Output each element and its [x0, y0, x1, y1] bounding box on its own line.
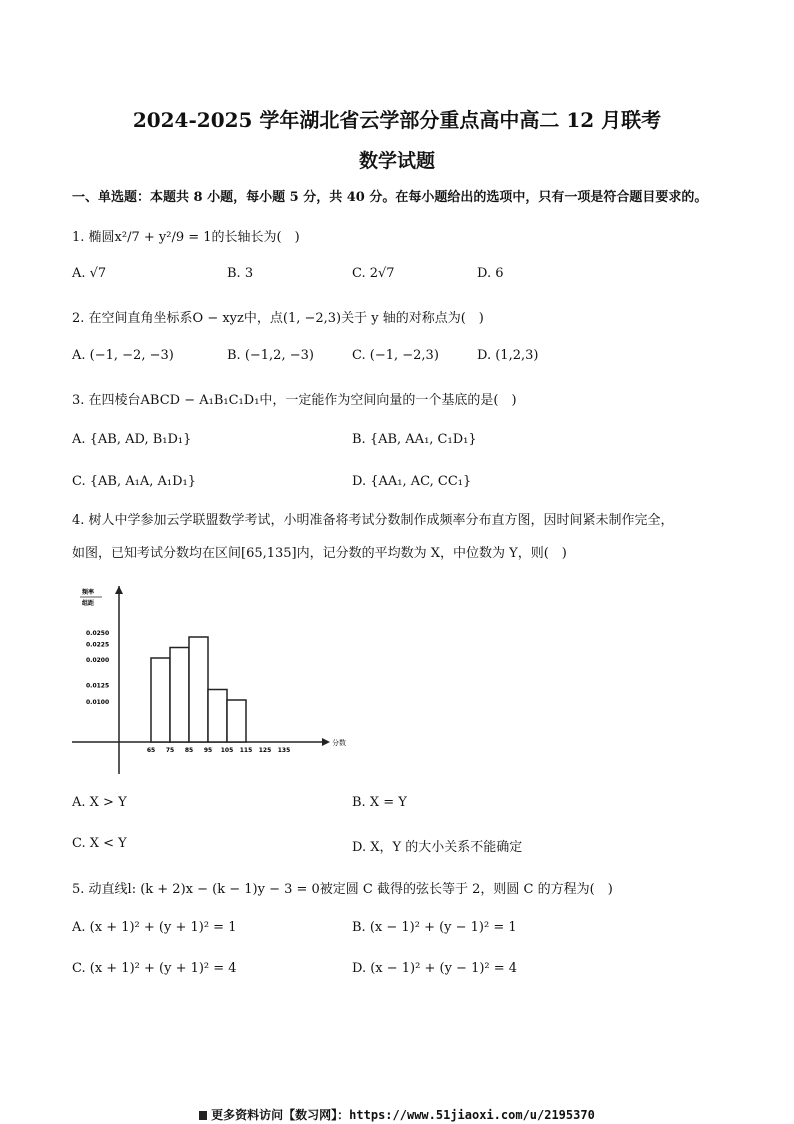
x-tick-label: 115: [239, 747, 253, 754]
question-2-option-a: A. (−1, −2, −3): [72, 348, 174, 363]
question-3-stem: 3. 在四棱台ABCD − A₁B₁C₁D₁中，一定能作为空间向量的一个基底的是( ): [72, 393, 517, 408]
question-1-option-d: D. 6: [477, 266, 504, 281]
question-3-option-d: D. {AA₁, AC, CC₁}: [352, 474, 472, 489]
x-tick-label: 125: [258, 747, 272, 754]
question-5-option-a: A. (x + 1)² + (y + 1)² = 1: [72, 920, 237, 935]
x-tick-label: 85: [184, 747, 194, 754]
y-tick-label: 0.0200: [86, 657, 110, 664]
x-tick-label: 105: [220, 747, 234, 754]
x-axis-arrow: [322, 738, 330, 746]
question-4-option-a: A. X > Y: [72, 795, 127, 810]
x-tick-label: 65: [146, 747, 156, 754]
question-1-option-c: C. 2√7: [352, 266, 395, 281]
y-tick-label: 0.0125: [86, 682, 110, 690]
question-3-option-c: C. {AB, A₁A, A₁D₁}: [72, 474, 196, 489]
page-title: 2024-2025 学年湖北省云学部分重点高中高二 12 月联考: [132, 108, 662, 132]
y-label-top: 频率: [82, 589, 95, 596]
question-3-option-b: B. {AB, AA₁, C₁D₁}: [352, 432, 477, 447]
histogram-bar: [151, 658, 170, 742]
question-5-option-c: C. (x + 1)² + (y + 1)² = 4: [72, 961, 237, 976]
question-4-stem: 4. 树人中学参加云学联盟数学考试，小明准备将考试分数制作成频率分布直方图，因时间紧未制作完全，: [72, 513, 674, 528]
section-heading: 一、单选题：本题共 8 小题，每小题 5 分，共 40 分。在每小题给出的选项中，只有一项是符合题目要求的。: [72, 190, 708, 205]
y-tick-label: 0.0225: [86, 641, 110, 649]
footer-text[interactable]: 更多资料访问【数习网】：https://www.51jiaoxi.com/u/2195370: [211, 1108, 595, 1122]
histogram-bar: [189, 637, 208, 742]
question-1-option-b: B. 3: [227, 266, 254, 281]
question-4-option-b: B. X = Y: [352, 795, 407, 810]
flag-icon: [199, 1111, 207, 1120]
question-5-option-b: B. (x − 1)² + (y − 1)² = 1: [352, 920, 517, 935]
y-tick-label: 0.0250: [86, 630, 110, 637]
question-5-option-d: D. (x − 1)² + (y − 1)² = 4: [352, 961, 518, 976]
page-subtitle: 数学试题: [358, 150, 435, 172]
histogram-bar: [227, 700, 246, 742]
question-1-option-a: A. √7: [72, 266, 107, 281]
histogram-chart: [72, 578, 362, 778]
question-1-stem: 1. 椭圆x²/7 + y²/9 = 1的长轴长为( ): [72, 230, 300, 245]
question-2-stem: 2. 在空间直角坐标系O − xyz中，点(1, −2,3)关于 y 轴的对称点为( ): [72, 311, 484, 326]
histogram-bar: [170, 648, 189, 743]
histogram-bar: [208, 690, 227, 743]
question-2-option-b: B. (−1,2, −3): [227, 348, 314, 363]
question-3-option-a: A. {AB, AD, B₁D₁}: [72, 432, 192, 447]
x-tick-label: 95: [203, 747, 213, 754]
y-axis-arrow: [115, 586, 123, 594]
question-5-stem: 5. 动直线l: (k + 2)x − (k − 1)y − 3 = 0被定圆 C 截得的弦长等于 2，则圆 C 的方程为( ): [72, 882, 613, 897]
x-tick-label: 135: [277, 747, 291, 754]
question-4-option-d: D. X，Y 的大小关系不能确定: [352, 840, 523, 855]
y-label-bottom: 组距: [82, 600, 95, 607]
question-4-option-c: C. X < Y: [72, 836, 127, 851]
question-2-option-d: D. (1,2,3): [477, 348, 539, 363]
y-tick-label: 0.0100: [86, 699, 110, 706]
x-axis-label: 分数: [332, 739, 346, 747]
question-2-option-c: C. (−1, −2,3): [352, 348, 439, 363]
x-tick-label: 75: [165, 747, 175, 754]
question-4-stem-2: 如图，已知考试分数均在区间[65,135]内，记分数的平均数为 X，中位数为 Y，则( ): [72, 546, 567, 561]
footer-link-text[interactable]: [0, 1106, 794, 1123]
